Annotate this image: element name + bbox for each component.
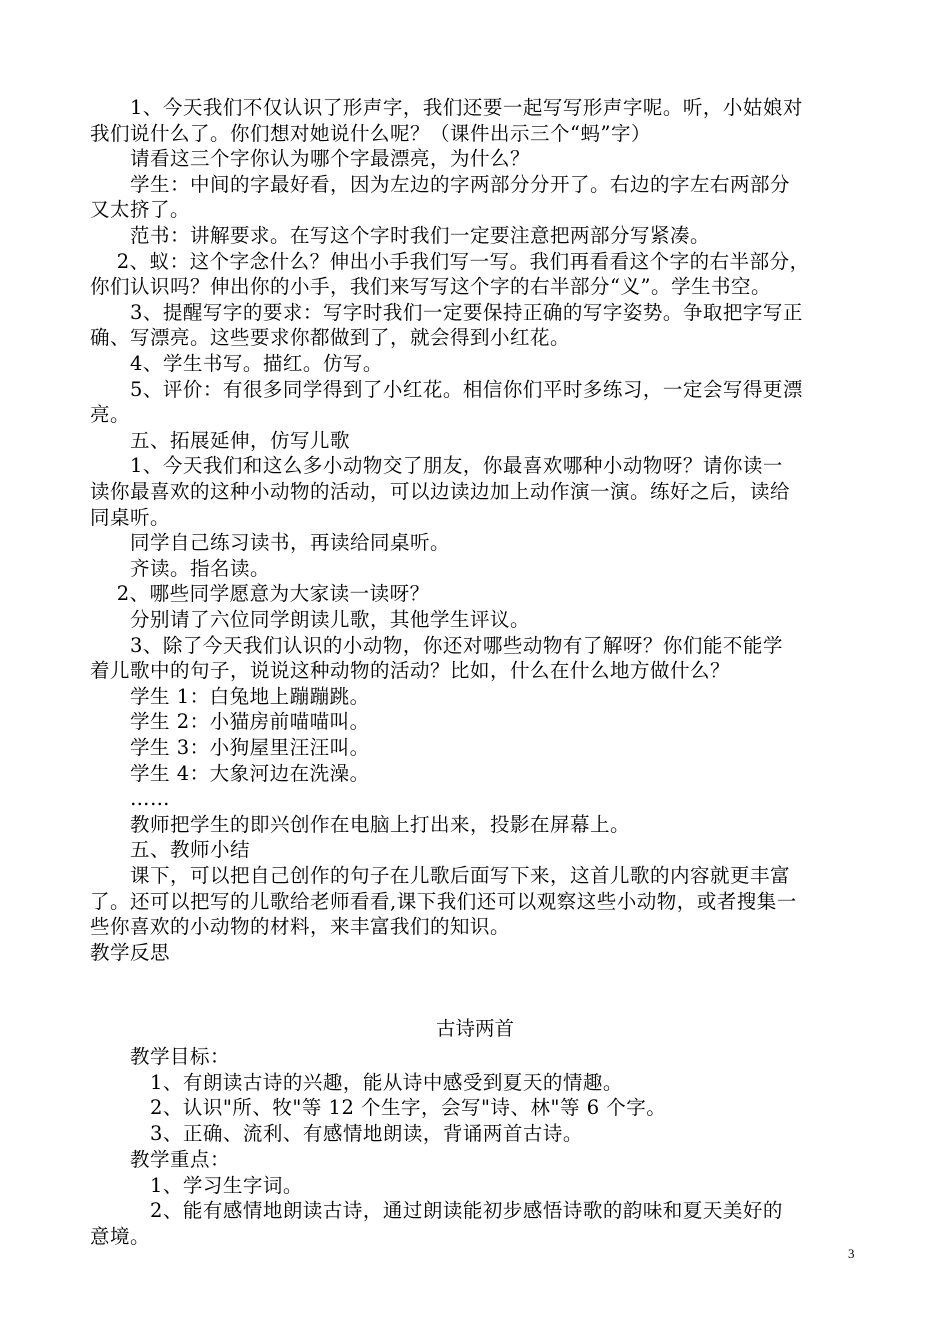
text-line: 教师把学生的即兴创作在电脑上打出来，投影在屏幕上。 [90,812,631,836]
text-line: 分别请了六位同学朗读儿歌，其他学生评议。 [90,608,531,631]
text-line: 我们说什么了。你们想对她说什么呢？（课件出示三个“蚂”字） [90,121,651,145]
text-line: 了。还可以把写的儿歌给老师看看,课下我们还可以观察这些小动物，或者搜集一 [90,889,797,913]
text-line: 教学反思 [90,940,171,964]
text-line: 4、学生书写。描红。仿写。 [90,352,383,375]
text-line: 3、除了今天我们认识的小动物，你还对哪些动物有了解呀？你们能不能学 [90,633,783,657]
text-line: 五、教师小结 [90,838,251,862]
text-line: 读你最喜欢的这种小动物的活动，可以边读边加上动作演一演。练好之后，读给 [90,480,791,503]
text-line: 学生 4：大象河边在洗澡。 [90,761,370,785]
text-line: 学生：中间的字最好看，因为左边的字两部分分开了。右边的字左右两部分 [90,172,791,196]
text-line: 学生 3：小狗屋里汪汪叫。 [90,736,370,759]
text-line: 亮。 [90,403,131,427]
page-number: 3 [848,1246,855,1261]
text-line: 2、蚁：这个字念什么？伸出小手我们写一写。我们再看看这个字的右半部分， [90,249,810,273]
text-line: 1、今天我们不仅认识了形声字，我们还要一起写写形声字呢。听，小姑娘对 [90,96,803,119]
text-line: 1、今天我们和这么多小动物交了朋友，你最喜欢哪种小动物呀？请你读一 [90,454,783,478]
text-line: 1、学习生字词。 [90,1173,303,1197]
text-line: …… [90,787,171,811]
text-line: 学生 1：白兔地上蹦蹦跳。 [90,684,370,708]
text-line: 着儿歌中的句子，说说这种动物的活动？比如，什么在什么地方做什么？ [90,659,731,683]
text-line: 五、拓展延伸，仿写儿歌 [90,428,351,452]
text-line: 请看这三个字你认为哪个字最漂亮，为什么？ [90,147,531,171]
text-line: 学生 2：小猫房前喵喵叫。 [90,710,370,734]
text-line: 意境。 [90,1224,151,1248]
text-line: 2、能有感情地朗读古诗，通过朗读能初步感悟诗歌的韵味和夏天美好的 [90,1199,783,1223]
text-line: 些你喜欢的小动物的材料，来丰富我们的知识。 [90,915,511,939]
text-line: 教学重点： [90,1147,231,1171]
text-line: 同桌听。 [90,505,171,529]
text-line: 教学目标： [90,1045,231,1068]
text-line: 你们认识吗？伸出你的小手，我们来写写这个字的右半部分“义”。学生书空。 [90,275,771,299]
section-title: 古诗两首 [435,1017,514,1040]
text-line: 1、有朗读古诗的兴趣，能从诗中感受到夏天的情趣。 [90,1070,623,1094]
text-line: 同学自己练习读书，再读给同桌听。 [90,531,451,555]
text-line: 2、认识"所、牧"等 12 个生字，会写"诗、林"等 6 个字。 [90,1096,667,1120]
text-line: 齐读。指名读。 [90,556,271,580]
text-line: 3、提醒写字的要求：写字时我们一定要保持正确的写字姿势。争取把字写正 [90,300,803,324]
text-line: 3、正确、流利、有感情地朗读，背诵两首古诗。 [90,1122,583,1146]
text-line: 课下，可以把自己创作的句子在儿歌后面写下来，这首儿歌的内容就更丰富 [90,864,791,887]
text-line: 2、哪些同学愿意为大家读一读呀？ [90,582,430,606]
text-line: 5、评价：有很多同学得到了小红花。相信你们平时多练习，一定会写得更漂 [90,377,803,401]
text-line: 确、写漂亮。这些要求你都做到了，就会得到小红花。 [90,326,571,350]
text-line: 范书：讲解要求。在写这个字时我们一定要注意把两部分写紧凑。 [90,224,711,247]
text-line: 又太挤了。 [90,198,191,222]
